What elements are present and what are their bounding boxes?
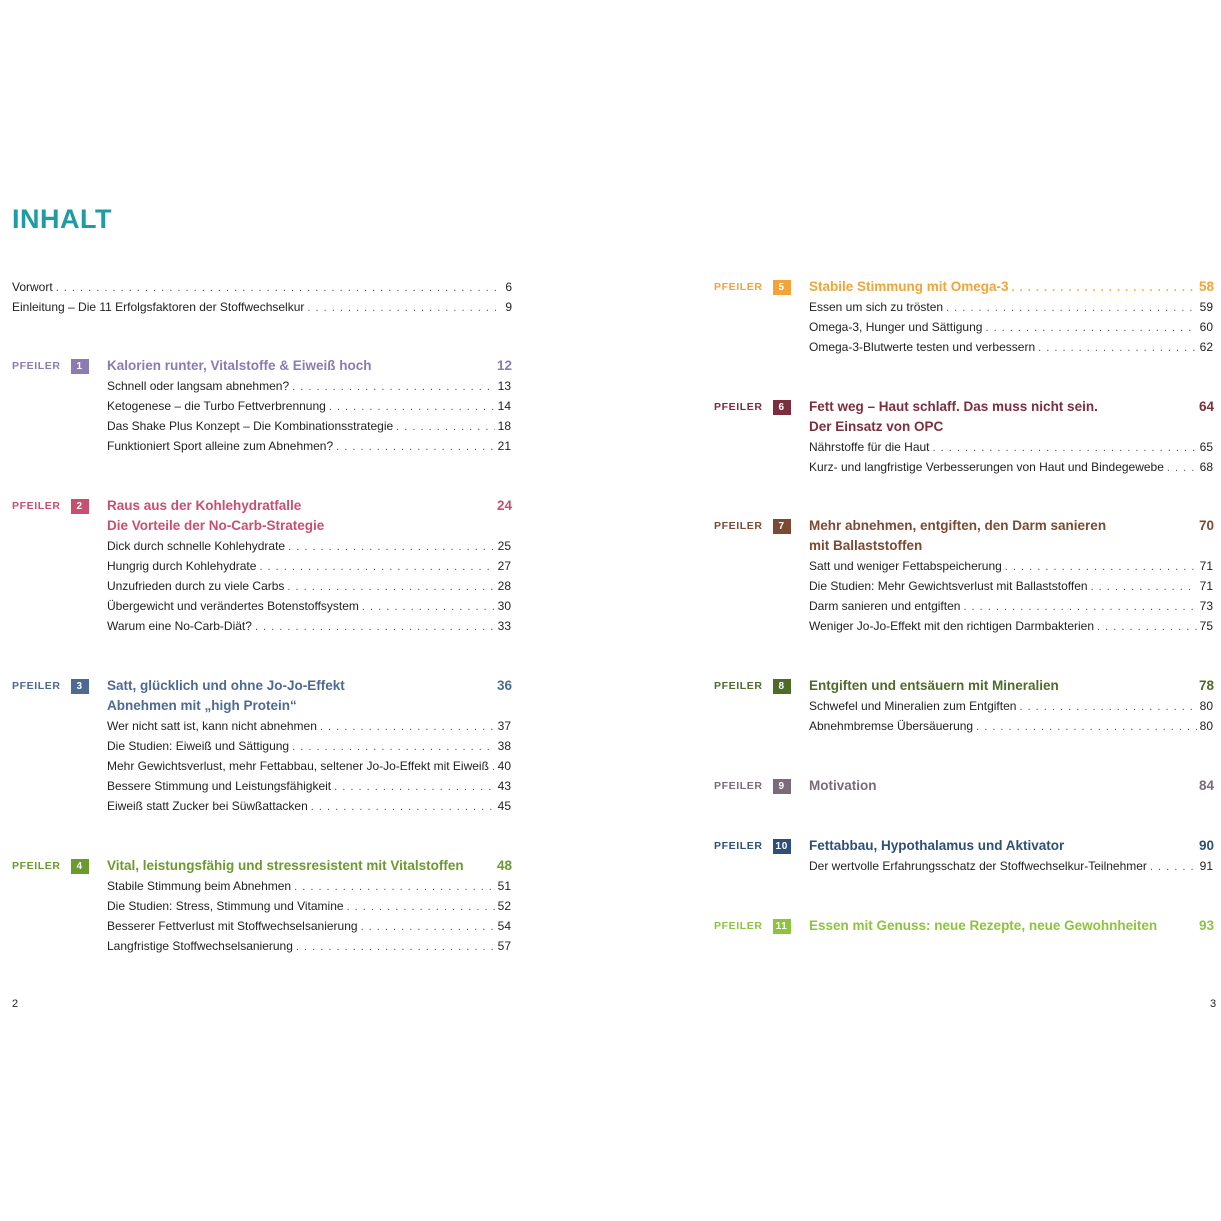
pillar-number: 9 <box>773 779 791 794</box>
pillar-heading <box>809 277 1214 297</box>
leader-dots <box>336 437 495 457</box>
toc-entry-page: 30 <box>497 599 511 613</box>
pillar-label: PFEILER <box>12 500 61 512</box>
pillar-number: 6 <box>773 400 791 415</box>
pillar-heading-page: 90 <box>1198 838 1214 853</box>
intro-entry-text: Einleitung – Die 11 Erfolgsfaktoren der Stoffwechselkur <box>12 300 305 314</box>
toc-entry-page: 45 <box>497 799 511 813</box>
toc-entry <box>107 916 511 936</box>
toc-entry-text: Die Studien: Eiweiß und Sättigung <box>107 739 290 753</box>
intro-entry <box>12 277 512 297</box>
pillar-label: PFEILER <box>12 360 61 372</box>
leader-dots <box>362 597 495 617</box>
toc-entry-text: Übergewicht und verändertes Botenstoffsystem <box>107 599 359 613</box>
toc-entry-page: 18 <box>497 419 511 433</box>
leader-dots <box>1005 557 1197 577</box>
leader-dots <box>985 318 1196 338</box>
pillar-heading <box>809 417 1214 437</box>
toc-entry-page: 27 <box>497 559 511 573</box>
leader-dots <box>288 537 495 557</box>
pillar-number: 7 <box>773 519 791 534</box>
toc-entry-page: 38 <box>497 739 511 753</box>
pillar-heading-page: 24 <box>496 498 512 513</box>
toc-entry-page: 37 <box>497 719 511 733</box>
toc-entry-page: 68 <box>1199 460 1213 474</box>
toc-entry-text: Dick durch schnelle Kohlehydrate <box>107 539 286 553</box>
pillar-heading-page: 12 <box>496 358 512 373</box>
pillar-number: 10 <box>773 839 791 854</box>
pillar-number: 11 <box>773 919 791 934</box>
toc-entry <box>809 457 1213 477</box>
pillar-heading-page: 64 <box>1198 399 1214 414</box>
intro-entry-page: 9 <box>505 300 512 314</box>
toc-entry-text: Eiweiß statt Zucker bei Süwßattacken <box>107 799 308 813</box>
toc-entry <box>809 337 1213 357</box>
pillar-heading <box>809 397 1214 417</box>
pillar-badge <box>714 277 791 297</box>
toc-entry <box>809 437 1213 457</box>
toc-entry <box>107 756 511 776</box>
intro-entry <box>12 297 512 317</box>
pillar-heading <box>809 676 1214 696</box>
toc-entry <box>809 556 1213 576</box>
pillar-heading-text: Abnehmen mit „high Protein“ <box>107 698 297 713</box>
toc-entry-text: Warum eine No-Carb-Diät? <box>107 619 252 633</box>
leader-dots <box>933 438 1197 458</box>
pillar-heading-text: mit Ballaststoffen <box>809 538 923 553</box>
leader-dots <box>259 557 494 577</box>
leader-dots <box>334 777 495 797</box>
pillar-heading-page: 93 <box>1198 918 1214 933</box>
pillar-heading-page: 84 <box>1198 778 1214 793</box>
leader-dots <box>287 577 494 597</box>
toc-entry-page: 80 <box>1199 719 1213 733</box>
toc-entry <box>107 396 511 416</box>
toc-entry <box>809 317 1213 337</box>
pillar-heading-text: Satt, glücklich und ohne Jo-Jo-Effekt <box>107 678 345 693</box>
pillar-heading-page: 78 <box>1198 678 1214 693</box>
pillar-label: PFEILER <box>714 780 763 792</box>
toc-entry-page: 28 <box>497 579 511 593</box>
toc-entry-text: Stabile Stimmung beim Abnehmen <box>107 879 292 893</box>
page-title: INHALT <box>12 204 112 234</box>
pillar-badge <box>714 397 791 417</box>
toc-entry <box>809 596 1213 616</box>
toc-entry <box>809 297 1213 317</box>
pillar-label: PFEILER <box>714 401 763 413</box>
pillar-label: PFEILER <box>12 680 61 692</box>
leader-dots <box>329 397 495 417</box>
leader-dots <box>492 757 495 777</box>
pillar-heading-text: Fettabbau, Hypothalamus und Aktivator <box>809 838 1065 853</box>
toc-entry <box>809 856 1213 876</box>
pillar-number: 3 <box>71 679 89 694</box>
pillar-label: PFEILER <box>714 281 763 293</box>
pillar-heading <box>809 916 1214 936</box>
toc-entry-text: Ketogenese – die Turbo Fettverbrennung <box>107 399 326 413</box>
leader-dots <box>296 937 495 957</box>
pillar-heading-text: Raus aus der Kohlehydratfalle <box>107 498 302 513</box>
leader-dots <box>56 278 503 298</box>
pillar-heading-page: 70 <box>1198 518 1214 533</box>
toc-entry <box>107 536 511 556</box>
intro-entry-page: 6 <box>505 280 512 294</box>
toc-entry <box>809 576 1213 596</box>
leader-dots <box>1091 577 1197 597</box>
pillar-badge <box>714 516 791 536</box>
pillar-badge <box>714 836 791 856</box>
pillar-number: 1 <box>71 359 89 374</box>
toc-entry-text: Wer nicht satt ist, kann nicht abnehmen <box>107 719 317 733</box>
toc-entry-page: 52 <box>497 899 511 913</box>
pillar-heading <box>809 836 1214 856</box>
toc-entry-text: Mehr Gewichtsverlust, mehr Fettabbau, seltener Jo-Jo-Effekt mit Eiweiß <box>107 759 489 773</box>
pillar-heading-page: 36 <box>496 678 512 693</box>
toc-entry-text: Unzufrieden durch zu viele Carbs <box>107 579 285 593</box>
pillar-badge <box>12 676 89 696</box>
toc-entry <box>107 736 511 756</box>
toc-entry-text: Das Shake Plus Konzept – Die Kombinationsstrategie <box>107 419 394 433</box>
toc-entry-text: Besserer Fettverlust mit Stoffwechselsanierung <box>107 919 358 933</box>
toc-entry-page: 91 <box>1199 859 1213 873</box>
leader-dots <box>255 617 495 637</box>
pillar-heading-page: 48 <box>496 858 512 873</box>
toc-entry <box>107 596 511 616</box>
intro-entry-text: Vorwort <box>12 280 53 294</box>
pillar-heading <box>107 496 512 516</box>
pillar-badge <box>714 676 791 696</box>
leader-dots <box>347 897 495 917</box>
toc-entry-page: 13 <box>497 379 511 393</box>
pillar-heading-text: Mehr abnehmen, entgiften, den Darm sanieren <box>809 518 1107 533</box>
toc-entry-page: 71 <box>1199 579 1213 593</box>
leader-dots <box>1038 338 1197 358</box>
leader-dots <box>1167 458 1197 478</box>
toc-entry <box>107 616 511 636</box>
toc-entry-page: 54 <box>497 919 511 933</box>
pillar-number: 5 <box>773 280 791 295</box>
pillar-badge <box>12 356 89 376</box>
toc-entry-page: 73 <box>1199 599 1213 613</box>
toc-entry <box>107 436 511 456</box>
leader-dots <box>946 298 1197 318</box>
pillar-heading <box>809 536 1214 556</box>
pillar-heading-text: Entgiften und entsäuern mit Mineralien <box>809 678 1059 693</box>
leader-dots <box>1012 278 1196 298</box>
leader-dots <box>361 917 495 937</box>
pillar-heading <box>809 516 1214 536</box>
toc-entry <box>107 376 511 396</box>
toc-entry-text: Omega-3-Blutwerte testen und verbessern <box>809 340 1036 354</box>
leader-dots <box>976 717 1197 737</box>
toc-entry-page: 14 <box>497 399 511 413</box>
pillar-heading <box>107 856 512 876</box>
pillar-heading <box>107 676 512 696</box>
toc-entry-page: 21 <box>497 439 511 453</box>
toc-entry-text: Hungrig durch Kohlehydrate <box>107 559 257 573</box>
toc-entry-page: 80 <box>1199 699 1213 713</box>
leader-dots <box>320 717 495 737</box>
page-number-right: 3 <box>1210 998 1217 1010</box>
toc-entry-page: 75 <box>1199 619 1213 633</box>
toc-entry-text: Satt und weniger Fettabspeicherung <box>809 559 1002 573</box>
toc-entry-text: Omega-3, Hunger und Sättigung <box>809 320 983 334</box>
leader-dots <box>307 298 502 318</box>
toc-entry-page: 43 <box>497 779 511 793</box>
toc-entry <box>107 936 511 956</box>
toc-entry <box>107 716 511 736</box>
leader-dots <box>1019 697 1196 717</box>
pillar-heading-text: Fett weg – Haut schlaff. Das muss nicht sein. <box>809 399 1098 414</box>
pillar-label: PFEILER <box>714 920 763 932</box>
pillar-heading-text: Stabile Stimmung mit Omega-3 <box>809 279 1009 294</box>
toc-entry-text: Abnehmbremse Übersäuerung <box>809 719 974 733</box>
pillar-badge <box>12 496 89 516</box>
pillar-heading <box>107 356 512 376</box>
toc-entry <box>107 416 511 436</box>
pillar-label: PFEILER <box>714 680 763 692</box>
page-number-left: 2 <box>12 998 19 1010</box>
toc-entry <box>107 796 511 816</box>
toc-entry-page: 25 <box>497 539 511 553</box>
toc-entry <box>107 576 511 596</box>
pillar-number: 2 <box>71 499 89 514</box>
toc-entry-page: 51 <box>497 879 511 893</box>
toc-entry-text: Schwefel und Mineralien zum Entgiften <box>809 699 1017 713</box>
pillar-number: 4 <box>71 859 89 874</box>
toc-entry-text: Der wertvolle Erfahrungsschatz der Stoffwechselkur-Teilnehmer <box>809 859 1147 873</box>
toc-entry <box>107 776 511 796</box>
toc-entry-page: 62 <box>1199 340 1213 354</box>
pillar-heading-text: Die Vorteile der No-Carb-Strategie <box>107 518 325 533</box>
toc-entry <box>107 876 511 896</box>
pillar-heading <box>107 696 512 716</box>
toc-entry-text: Nährstoffe für die Haut <box>809 440 930 454</box>
toc-entry-text: Bessere Stimmung und Leistungsfähigkeit <box>107 779 332 793</box>
toc-entry-page: 60 <box>1199 320 1213 334</box>
toc-entry-text: Langfristige Stoffwechselsanierung <box>107 939 293 953</box>
pillar-heading-text: Vital, leistungsfähig und stressresistent mit Vitalstoffen <box>107 858 464 873</box>
pillar-heading-page: 58 <box>1198 279 1214 294</box>
toc-entry-text: Funktioniert Sport alleine zum Abnehmen? <box>107 439 334 453</box>
pillar-badge <box>714 776 791 796</box>
pillar-heading-text: Kalorien runter, Vitalstoffe & Eiweiß hoch <box>107 358 372 373</box>
toc-entry-page: 71 <box>1199 559 1213 573</box>
toc-entry-text: Die Studien: Mehr Gewichtsverlust mit Ballaststoffen <box>809 579 1088 593</box>
toc-entry-text: Essen um sich zu trösten <box>809 300 944 314</box>
pillar-heading-text: Der Einsatz von OPC <box>809 419 944 434</box>
pillar-badge <box>12 856 89 876</box>
leader-dots <box>292 377 495 397</box>
toc-entry <box>809 616 1213 636</box>
pillar-badge <box>714 916 791 936</box>
toc-entry-text: Weniger Jo-Jo-Effekt mit den richtigen Darmbakterien <box>809 619 1095 633</box>
toc-entry-page: 33 <box>497 619 511 633</box>
toc-entry <box>809 716 1213 736</box>
leader-dots <box>292 737 495 757</box>
toc-entry-page: 65 <box>1199 440 1213 454</box>
toc-entry-text: Kurz- und langfristige Verbesserungen von Haut und Bindegewebe <box>809 460 1164 474</box>
toc-entry-text: Die Studien: Stress, Stimmung und Vitamine <box>107 899 344 913</box>
toc-entry-page: 59 <box>1199 300 1213 314</box>
leader-dots <box>294 877 495 897</box>
toc-entry-page: 57 <box>497 939 511 953</box>
toc-entry-text: Darm sanieren und entgiften <box>809 599 961 613</box>
toc-entry <box>107 896 511 916</box>
pillar-label: PFEILER <box>714 520 763 532</box>
toc-entry <box>809 696 1213 716</box>
pillar-heading-text: Motivation <box>809 778 877 793</box>
pillar-heading <box>809 776 1214 796</box>
leader-dots <box>1150 857 1197 877</box>
leader-dots <box>311 797 495 817</box>
pillar-number: 8 <box>773 679 791 694</box>
leader-dots <box>963 597 1196 617</box>
toc-entry-page: 40 <box>497 759 511 773</box>
pillar-label: PFEILER <box>714 840 763 852</box>
pillar-heading <box>107 516 512 536</box>
leader-dots <box>396 417 494 437</box>
leader-dots <box>1097 617 1197 637</box>
toc-entry-text: Schnell oder langsam abnehmen? <box>107 379 290 393</box>
pillar-label: PFEILER <box>12 860 61 872</box>
toc-entry <box>107 556 511 576</box>
pillar-heading-text: Essen mit Genuss: neue Rezepte, neue Gewohnheiten <box>809 918 1158 933</box>
